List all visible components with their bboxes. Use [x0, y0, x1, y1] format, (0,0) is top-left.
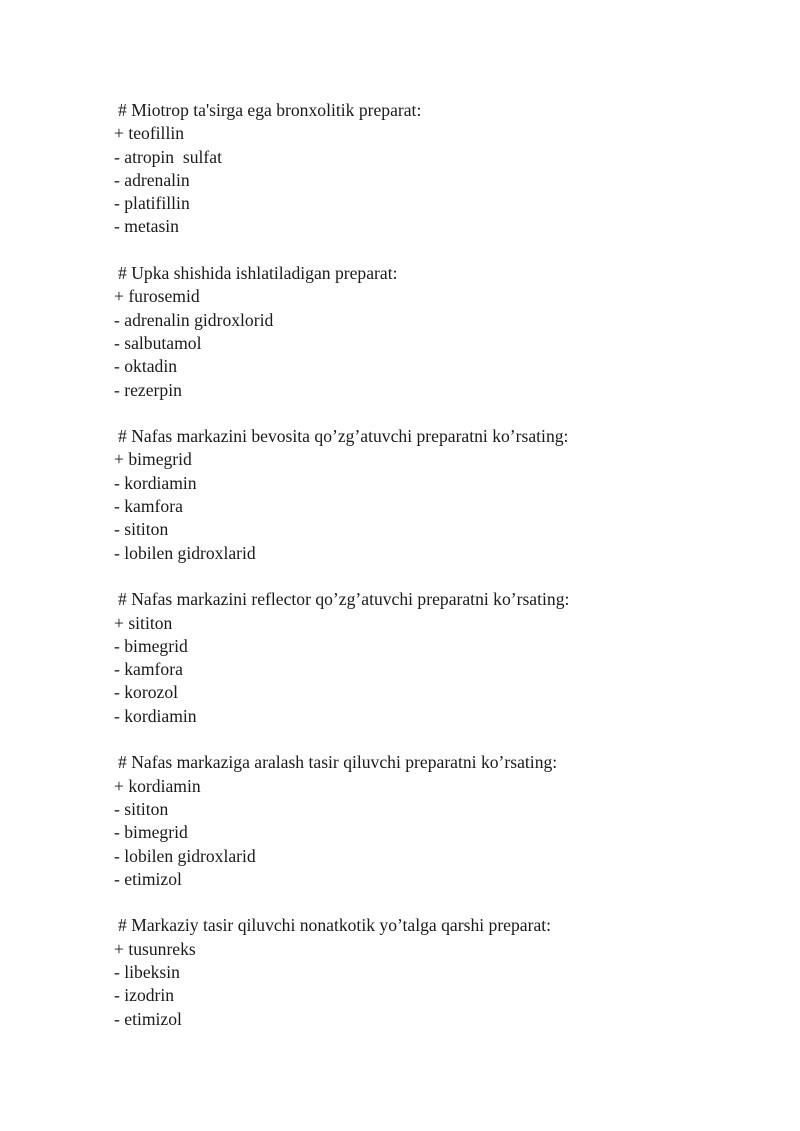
answer-option: - kordiamin: [114, 472, 197, 493]
question-block: [114, 262, 754, 402]
answer-option: + furosemid: [114, 286, 200, 307]
answer-option: - bimegrid: [114, 635, 188, 656]
question-title: # Nafas markazini reflector qo’zg’atuvchi preparatni ko’rsating:: [118, 589, 570, 610]
question-title: # Markaziy tasir qiluvchi nonatkotik yo’talga qarshi preparat:: [118, 915, 552, 936]
question-title: # Nafas markaziga aralash tasir qiluvchi preparatni ko’rsating:: [118, 752, 558, 773]
answer-option: - libeksin: [114, 961, 180, 982]
answer-option: - kamfora: [114, 496, 183, 517]
answer-option: - kordiamin: [114, 705, 197, 726]
answer-option: - sititon: [114, 519, 169, 540]
answer-option: - kamfora: [114, 659, 183, 680]
answer-option: - etimizol: [114, 1008, 182, 1029]
question-block: [114, 914, 754, 1030]
answer-option: - oktadin: [114, 356, 178, 377]
answer-option: - bimegrid: [114, 822, 188, 843]
answer-option: - lobilen gidroxlarid: [114, 542, 256, 563]
answer-option: + bimegrid: [114, 449, 192, 470]
document-page: [114, 99, 754, 1054]
answer-option: + tusunreks: [114, 938, 196, 959]
answer-option: - sititon: [114, 798, 169, 819]
answer-option: - adrenalin: [114, 169, 190, 190]
question-title: # Nafas markazini bevosita qo’zg’atuvchi preparatni ko’rsating:: [118, 426, 569, 447]
question-block: [114, 588, 754, 728]
question-title: # Upka shishida ishlatiladigan preparat:: [118, 263, 398, 284]
answer-option: - atropin sulfat: [114, 146, 222, 167]
question-title: # Miotrop ta'sirga ega bronxolitik preparat:: [118, 100, 422, 120]
answer-option: - lobilen gidroxlarid: [114, 845, 256, 866]
question-block: [114, 425, 754, 565]
answer-option: - metasin: [114, 216, 179, 237]
question-block: [114, 99, 754, 239]
answer-option: - platifillin: [114, 193, 190, 214]
answer-option: - korozol: [114, 682, 179, 703]
answer-option: + kordiamin: [114, 775, 201, 796]
answer-option: - etimizol: [114, 868, 182, 889]
answer-option: + sititon: [114, 612, 173, 633]
answer-option: - adrenalin gidroxlorid: [114, 309, 274, 330]
answer-option: - izodrin: [114, 985, 175, 1006]
answer-option: + teofillin: [114, 123, 185, 144]
answer-option: - salbutamol: [114, 332, 202, 353]
question-block: [114, 751, 754, 891]
answer-option: - rezerpin: [114, 379, 182, 400]
